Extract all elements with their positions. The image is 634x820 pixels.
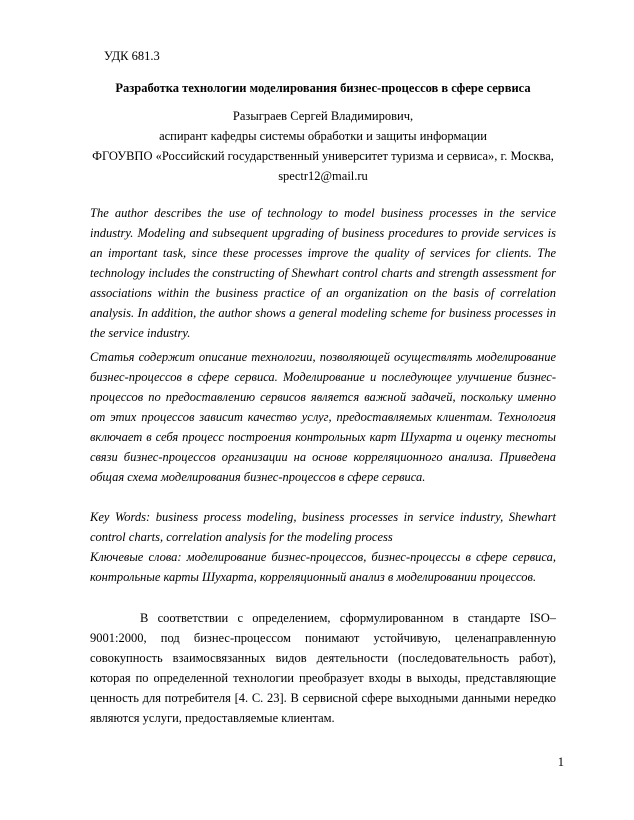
author-affiliation: ФГОУВПО «Российский государственный университет туризма и сервиса», г. Москва, <box>92 149 554 163</box>
keywords-block <box>90 507 556 587</box>
author-name: Разыграев Сергей Владимирович, <box>232 109 414 123</box>
body-paragraph: В соответствии с определением, сформулированном в стандарте ISO–9001:2000, под бизнес-процессом понимают устойчивую, целенаправленную совокупность взаимосвязанных видов деятельности (последовательность работ), которая по определенной технологии преобразует входы в выходы, представляющие ценность для потребителя [4. С. 23]. В сервисной сфере выходными данными нередко являются услуги, предоставляемые клиентам. <box>90 611 556 725</box>
paper-title: Разработка технологии моделирования бизнес-процессов в сфере сервиса <box>115 81 531 95</box>
author-block <box>90 106 556 186</box>
author-email: spectr12@mail.ru <box>278 169 368 183</box>
abstract-russian: Статья содержит описание технологии, позволяющей осуществлять моделирование бизнес-процессов в сфере сервиса. Моделирование и последующее улучшение бизнес-процессов по предоставлению сервисов является важной задачей, поскольку именно от этих процессов зависит качество услуг, предоставляемых клиентам. Технология включает в себя процесс построения контрольных карт Шухарта и оценку тесноты связи бизнес-процессов организации на основе корреляционного анализа. Приведена общая схема моделирования бизнес-процессов в сфере сервиса. <box>90 350 556 484</box>
author-position: аспирант кафедры системы обработки и защиты информации <box>159 129 487 143</box>
body-section <box>90 608 556 728</box>
udc-label: УДК 681.3 <box>104 49 160 63</box>
keywords-russian: Ключевые слова: моделирование бизнес-процессов, бизнес-процессы в сфере сервиса, контрольные карты Шухарта, корреляционный анализ в моделировании процессов. <box>90 550 556 584</box>
page-number: 1 <box>557 755 564 769</box>
abstract-english: The author describes the use of technology to model business processes in the service industry. Modeling and subsequent upgrading of business procedures to provide services is an important task, since these processes improve the quality of services for clients. The technology includes the constructing of Shewhart control charts and strength assessment for associations within the business practice of an organization on the basis of correlation analysis. In addition, the author shows a general modeling scheme for business processes in the service industry. <box>90 206 556 340</box>
keywords-english: Key Words: business process modeling, business processes in service industry, Shewhart control charts, correlation analysis for the modeling process <box>90 510 556 544</box>
